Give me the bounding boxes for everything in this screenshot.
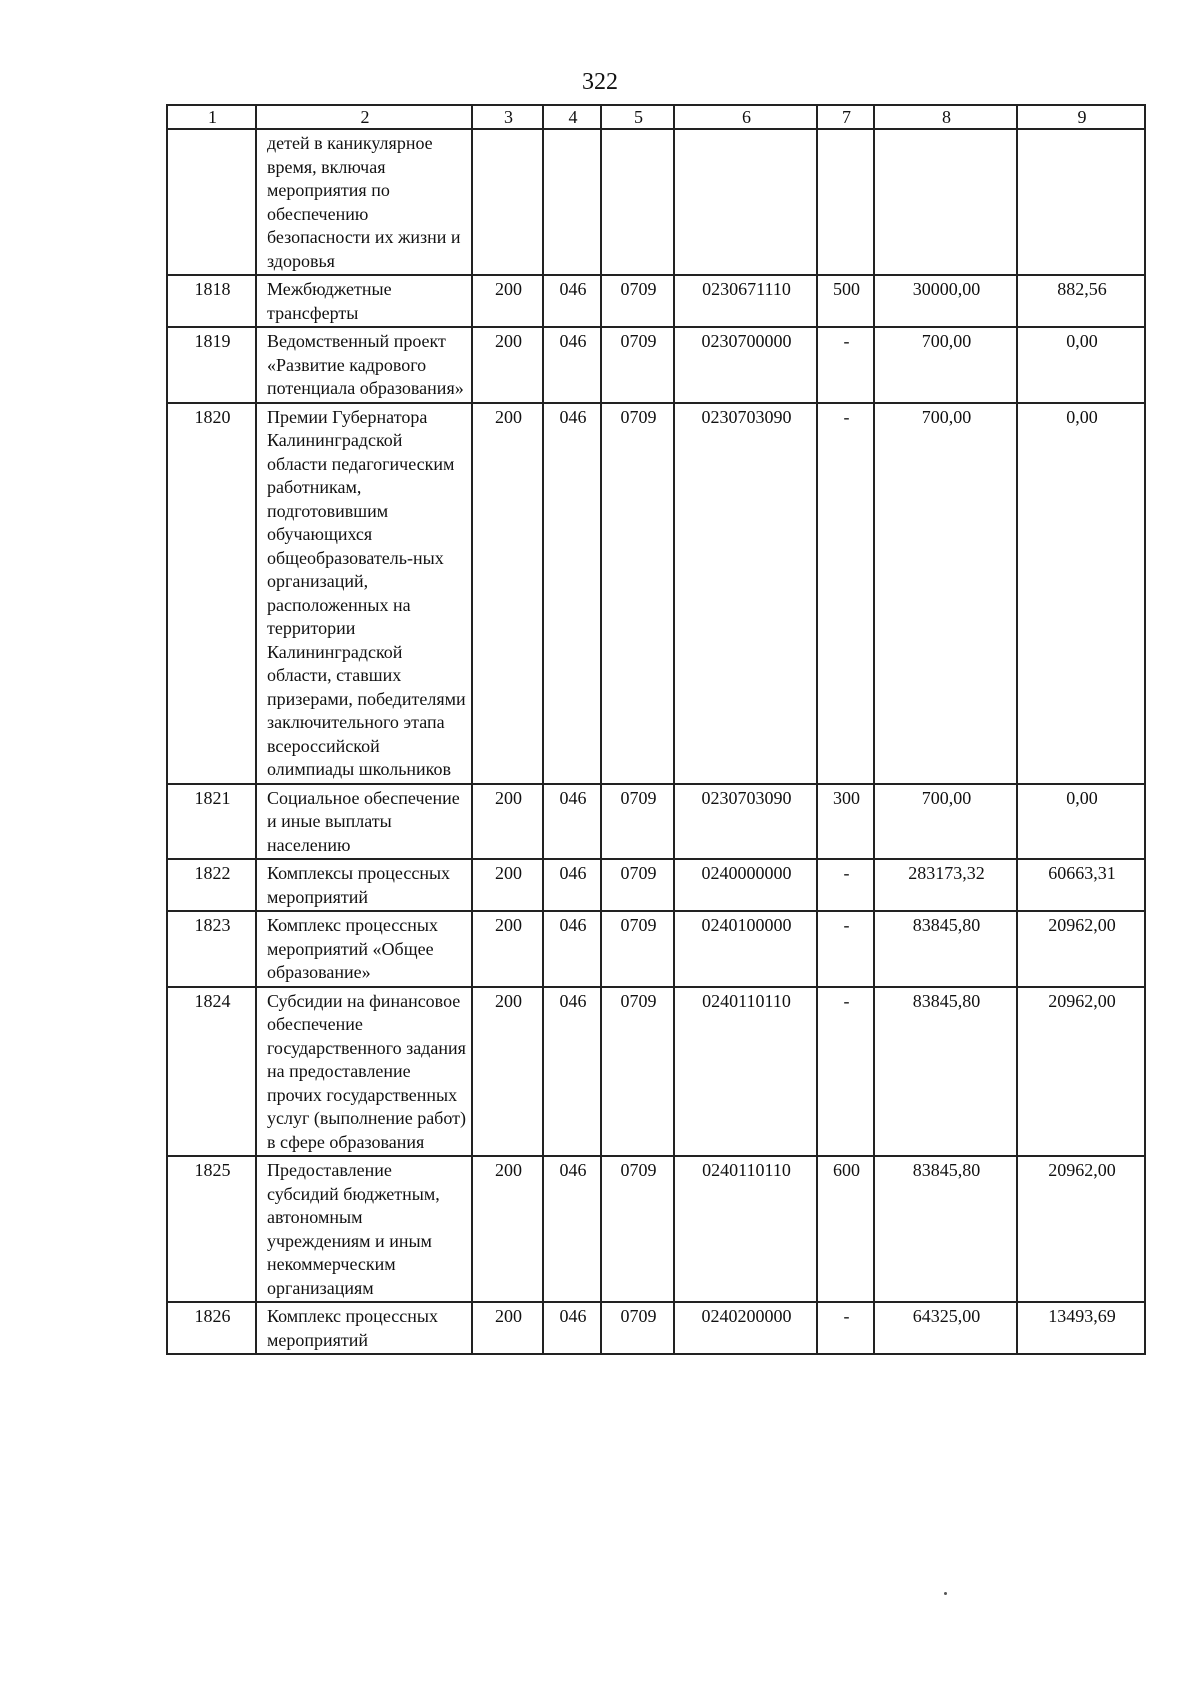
code-section: 0709 — [601, 1156, 674, 1302]
amount-plan: 83845,80 — [874, 987, 1017, 1157]
code-target: 0230703090 — [674, 403, 817, 784]
code-admin: 200 — [472, 784, 543, 860]
item-name: Субсидии на финансовое обеспечение государственного задания на предоставление прочих государственных услуг (выполнение работ) в сфере образования — [256, 987, 472, 1157]
code-target: 0230671110 — [674, 275, 817, 327]
column-header-4: 4 — [543, 105, 601, 129]
amount-actual: 60663,31 — [1017, 859, 1145, 911]
row-number: 1826 — [167, 1302, 256, 1354]
code-expense-type: - — [817, 987, 874, 1157]
code-section — [601, 129, 674, 275]
row-number: 1821 — [167, 784, 256, 860]
table-row — [167, 1302, 1145, 1354]
code-expense-type: 600 — [817, 1156, 874, 1302]
code-expense-type: - — [817, 1302, 874, 1354]
code-target: 0240200000 — [674, 1302, 817, 1354]
code-ministry: 046 — [543, 275, 601, 327]
code-ministry: 046 — [543, 327, 601, 403]
table-row — [167, 784, 1145, 860]
amount-plan: 30000,00 — [874, 275, 1017, 327]
row-number: 1822 — [167, 859, 256, 911]
amount-actual: 20962,00 — [1017, 987, 1145, 1157]
row-number: 1818 — [167, 275, 256, 327]
scan-speck — [944, 1592, 947, 1595]
code-section: 0709 — [601, 275, 674, 327]
code-section: 0709 — [601, 987, 674, 1157]
amount-plan: 700,00 — [874, 327, 1017, 403]
code-admin: 200 — [472, 275, 543, 327]
column-header-7: 7 — [817, 105, 874, 129]
row-number — [167, 129, 256, 275]
code-ministry: 046 — [543, 911, 601, 987]
table-row — [167, 129, 1145, 275]
code-expense-type: 300 — [817, 784, 874, 860]
column-header-2: 2 — [256, 105, 472, 129]
amount-actual: 882,56 — [1017, 275, 1145, 327]
code-ministry — [543, 129, 601, 275]
code-section: 0709 — [601, 1302, 674, 1354]
code-target: 0240110110 — [674, 1156, 817, 1302]
code-expense-type: - — [817, 327, 874, 403]
table-row — [167, 327, 1145, 403]
code-admin: 200 — [472, 859, 543, 911]
amount-plan: 700,00 — [874, 784, 1017, 860]
table-header — [167, 105, 1145, 129]
amount-actual: 13493,69 — [1017, 1302, 1145, 1354]
code-target: 0240000000 — [674, 859, 817, 911]
item-name: Премии Губернатора Калининградской области педагогическим работникам, подготовившим обучающихся общеобразователь-ных организаций, расположенных на территории Калининградской области, ставших призерами, победителями заключительного этапа всероссийской олимпиады школьников — [256, 403, 472, 784]
code-expense-type: - — [817, 911, 874, 987]
code-ministry: 046 — [543, 859, 601, 911]
code-admin: 200 — [472, 987, 543, 1157]
code-ministry: 046 — [543, 987, 601, 1157]
column-header-1: 1 — [167, 105, 256, 129]
amount-plan: 700,00 — [874, 403, 1017, 784]
column-header-3: 3 — [472, 105, 543, 129]
budget-table — [166, 104, 1146, 1355]
code-ministry: 046 — [543, 403, 601, 784]
code-expense-type: 500 — [817, 275, 874, 327]
page-number: 322 — [582, 69, 618, 95]
amount-plan: 83845,80 — [874, 1156, 1017, 1302]
code-target: 0230703090 — [674, 784, 817, 860]
row-number: 1823 — [167, 911, 256, 987]
code-expense-type: - — [817, 859, 874, 911]
row-number: 1825 — [167, 1156, 256, 1302]
code-admin — [472, 129, 543, 275]
amount-plan: 64325,00 — [874, 1302, 1017, 1354]
item-name: Комплексы процессных мероприятий — [256, 859, 472, 911]
code-target: 0240110110 — [674, 987, 817, 1157]
table-row — [167, 859, 1145, 911]
column-header-6: 6 — [674, 105, 817, 129]
table-row — [167, 1156, 1145, 1302]
amount-plan: 83845,80 — [874, 911, 1017, 987]
item-name: детей в каникулярное время, включая мероприятия по обеспечению безопасности их жизни и здоровья — [256, 129, 472, 275]
code-expense-type: - — [817, 403, 874, 784]
code-section: 0709 — [601, 859, 674, 911]
code-ministry: 046 — [543, 784, 601, 860]
code-admin: 200 — [472, 403, 543, 784]
code-section: 0709 — [601, 911, 674, 987]
row-number: 1824 — [167, 987, 256, 1157]
column-header-5: 5 — [601, 105, 674, 129]
amount-actual — [1017, 129, 1145, 275]
code-target — [674, 129, 817, 275]
amount-actual: 0,00 — [1017, 327, 1145, 403]
code-expense-type — [817, 129, 874, 275]
amount-plan — [874, 129, 1017, 275]
item-name: Ведомственный проект «Развитие кадрового потенциала образования» — [256, 327, 472, 403]
code-target: 0230700000 — [674, 327, 817, 403]
column-header-9: 9 — [1017, 105, 1145, 129]
code-section: 0709 — [601, 403, 674, 784]
row-number: 1819 — [167, 327, 256, 403]
amount-actual: 0,00 — [1017, 784, 1145, 860]
item-name: Предоставление субсидий бюджетным, автономным учреждениям и иным некоммерческим организациям — [256, 1156, 472, 1302]
amount-plan: 283173,32 — [874, 859, 1017, 911]
item-name: Социальное обеспечение и иные выплаты населению — [256, 784, 472, 860]
table-row — [167, 987, 1145, 1157]
column-header-8: 8 — [874, 105, 1017, 129]
amount-actual: 0,00 — [1017, 403, 1145, 784]
code-admin: 200 — [472, 1302, 543, 1354]
code-admin: 200 — [472, 911, 543, 987]
amount-actual: 20962,00 — [1017, 911, 1145, 987]
code-section: 0709 — [601, 327, 674, 403]
item-name: Комплекс процессных мероприятий «Общее образование» — [256, 911, 472, 987]
amount-actual: 20962,00 — [1017, 1156, 1145, 1302]
code-ministry: 046 — [543, 1156, 601, 1302]
code-admin: 200 — [472, 327, 543, 403]
table-row — [167, 911, 1145, 987]
code-target: 0240100000 — [674, 911, 817, 987]
code-admin: 200 — [472, 1156, 543, 1302]
table-row — [167, 403, 1145, 784]
item-name: Межбюджетные трансферты — [256, 275, 472, 327]
header-row — [167, 105, 1145, 129]
table-body — [167, 129, 1145, 1354]
item-name: Комплекс процессных мероприятий — [256, 1302, 472, 1354]
code-section: 0709 — [601, 784, 674, 860]
code-ministry: 046 — [543, 1302, 601, 1354]
row-number: 1820 — [167, 403, 256, 784]
table-row — [167, 275, 1145, 327]
